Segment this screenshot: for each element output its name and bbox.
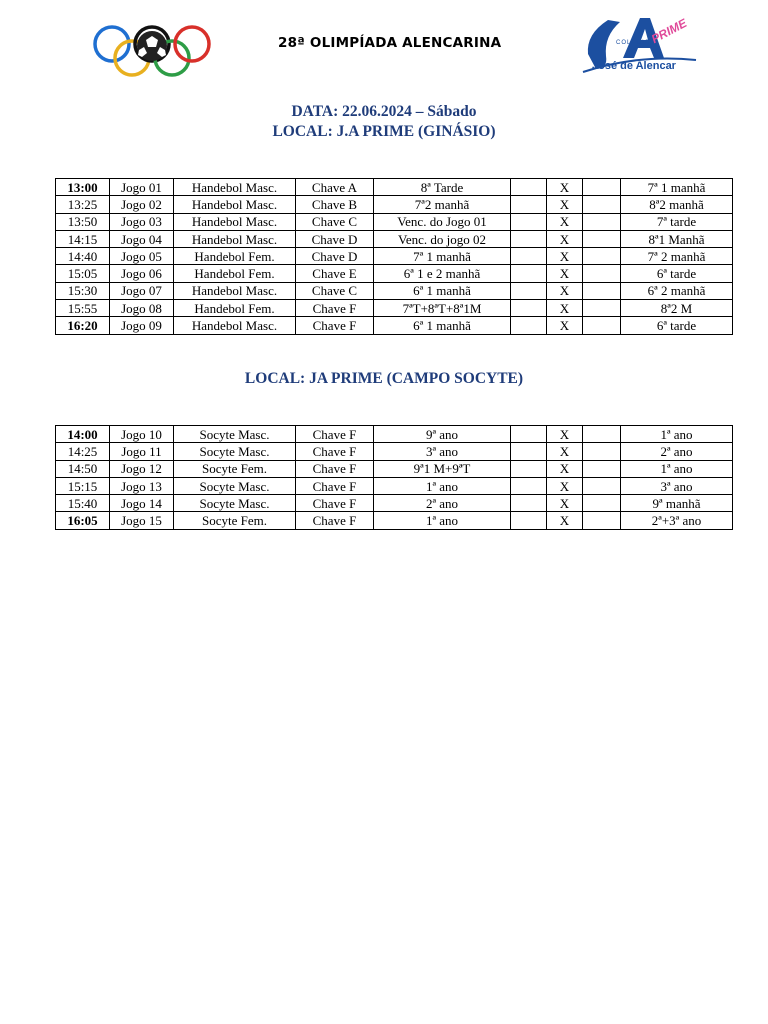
team2-cell: 8ª2 M xyxy=(621,300,733,317)
vs-cell: X xyxy=(547,443,583,460)
team1-cell: 7ªT+8ªT+8ª1M xyxy=(374,300,511,317)
sport-cell: Handebol Masc. xyxy=(174,282,296,299)
game-cell: Jogo 02 xyxy=(110,196,174,213)
team1-cell: 7ª2 manhã xyxy=(374,196,511,213)
empty-cell xyxy=(583,460,621,477)
team2-cell: 8ª1 Manhã xyxy=(621,230,733,247)
team2-cell: 1ª ano xyxy=(621,460,733,477)
team2-cell: 2ª ano xyxy=(621,443,733,460)
group-cell: Chave F xyxy=(296,460,374,477)
team2-cell: 8ª2 manhã xyxy=(621,196,733,213)
empty-cell xyxy=(583,179,621,196)
table-row xyxy=(56,300,733,317)
table-row xyxy=(56,512,733,529)
team1-cell: 6ª 1 manhã xyxy=(374,282,511,299)
table-row xyxy=(56,460,733,477)
sport-cell: Handebol Masc. xyxy=(174,213,296,230)
vs-cell: X xyxy=(547,265,583,282)
empty-cell xyxy=(511,265,547,282)
sport-cell: Handebol Fem. xyxy=(174,248,296,265)
vs-cell: X xyxy=(547,213,583,230)
game-cell: Jogo 14 xyxy=(110,495,174,512)
group-cell: Chave F xyxy=(296,300,374,317)
empty-cell xyxy=(511,300,547,317)
team1-cell: 1ª ano xyxy=(374,477,511,494)
group-cell: Chave D xyxy=(296,248,374,265)
group-cell: Chave C xyxy=(296,282,374,299)
vs-cell: X xyxy=(547,512,583,529)
empty-cell xyxy=(583,282,621,299)
vs-cell: X xyxy=(547,248,583,265)
team1-cell: 1ª ano xyxy=(374,512,511,529)
game-cell: Jogo 06 xyxy=(110,265,174,282)
team1-cell: Venc. do Jogo 01 xyxy=(374,213,511,230)
team1-cell: Venc. do jogo 02 xyxy=(374,230,511,247)
team1-cell: 7ª 1 manhã xyxy=(374,248,511,265)
empty-cell xyxy=(583,426,621,443)
game-cell: Jogo 15 xyxy=(110,512,174,529)
vs-cell: X xyxy=(547,179,583,196)
group-cell: Chave E xyxy=(296,265,374,282)
empty-cell xyxy=(583,265,621,282)
sport-cell: Handebol Fem. xyxy=(174,300,296,317)
group-cell: Chave F xyxy=(296,426,374,443)
event-title: 28ª OLIMPÍADA ALENCARINA xyxy=(278,35,502,51)
empty-cell xyxy=(583,443,621,460)
table-row xyxy=(56,282,733,299)
page-header xyxy=(0,0,768,90)
time-cell: 15:55 xyxy=(56,300,110,317)
team2-cell: 6ª tarde xyxy=(621,265,733,282)
sport-cell: Handebol Masc. xyxy=(174,179,296,196)
group-cell: Chave B xyxy=(296,196,374,213)
empty-cell xyxy=(583,230,621,247)
empty-cell xyxy=(583,248,621,265)
table-row xyxy=(56,443,733,460)
game-cell: Jogo 05 xyxy=(110,248,174,265)
table-row xyxy=(56,426,733,443)
sport-cell: Handebol Fem. xyxy=(174,265,296,282)
table-row xyxy=(56,265,733,282)
group-cell: Chave A xyxy=(296,179,374,196)
team2-cell: 3ª ano xyxy=(621,477,733,494)
vs-cell: X xyxy=(547,426,583,443)
team2-cell: 7ª 1 manhã xyxy=(621,179,733,196)
group-cell: Chave D xyxy=(296,230,374,247)
group-cell: Chave F xyxy=(296,495,374,512)
empty-cell xyxy=(511,443,547,460)
logo-prime-text: PRIME xyxy=(648,15,690,47)
team2-cell: 1ª ano xyxy=(621,426,733,443)
team2-cell: 9ª manhã xyxy=(621,495,733,512)
time-cell: 15:05 xyxy=(56,265,110,282)
sport-cell: Socyte Fem. xyxy=(174,512,296,529)
time-cell: 14:00 xyxy=(56,426,110,443)
game-cell: Jogo 11 xyxy=(110,443,174,460)
team1-cell: 2ª ano xyxy=(374,495,511,512)
team1-cell: 8ª Tarde xyxy=(374,179,511,196)
table-row xyxy=(56,230,733,247)
empty-cell xyxy=(511,477,547,494)
table-row xyxy=(56,213,733,230)
team2-cell: 6ª 2 manhã xyxy=(621,282,733,299)
empty-cell xyxy=(583,317,621,334)
time-cell: 14:25 xyxy=(56,443,110,460)
location-heading-field: LOCAL: JA PRIME (CAMPO SOCYTE) xyxy=(244,370,524,387)
time-cell: 13:00 xyxy=(56,179,110,196)
sport-cell: Handebol Masc. xyxy=(174,230,296,247)
sport-cell: Handebol Masc. xyxy=(174,317,296,334)
group-cell: Chave F xyxy=(296,443,374,460)
group-cell: Chave F xyxy=(296,512,374,529)
time-cell: 14:15 xyxy=(56,230,110,247)
empty-cell xyxy=(511,460,547,477)
time-cell: 15:30 xyxy=(56,282,110,299)
schedule-table-field xyxy=(55,425,733,530)
time-cell: 14:40 xyxy=(56,248,110,265)
empty-cell xyxy=(511,213,547,230)
time-cell: 16:05 xyxy=(56,512,110,529)
logo-small-text: COLÉGIO xyxy=(616,40,651,46)
sport-cell: Socyte Masc. xyxy=(174,443,296,460)
schedule-table-gym xyxy=(55,178,733,335)
date-heading: DATA: 22.06.2024 – Sábado xyxy=(291,103,477,120)
time-cell: 15:40 xyxy=(56,495,110,512)
game-cell: Jogo 03 xyxy=(110,213,174,230)
game-cell: Jogo 12 xyxy=(110,460,174,477)
empty-cell xyxy=(511,230,547,247)
team2-cell: 7ª tarde xyxy=(621,213,733,230)
location-heading-gym: LOCAL: J.A PRIME (GINÁSIO) xyxy=(272,123,496,140)
vs-cell: X xyxy=(547,300,583,317)
vs-cell: X xyxy=(547,460,583,477)
team1-cell: 9ª ano xyxy=(374,426,511,443)
table-row xyxy=(56,196,733,213)
empty-cell xyxy=(583,213,621,230)
table-row xyxy=(56,317,733,334)
sport-cell: Socyte Fem. xyxy=(174,460,296,477)
group-cell: Chave C xyxy=(296,213,374,230)
group-cell: Chave F xyxy=(296,477,374,494)
empty-cell xyxy=(583,495,621,512)
empty-cell xyxy=(511,282,547,299)
time-cell: 16:20 xyxy=(56,317,110,334)
table-row xyxy=(56,477,733,494)
table-row xyxy=(56,495,733,512)
game-cell: Jogo 07 xyxy=(110,282,174,299)
vs-cell: X xyxy=(547,196,583,213)
empty-cell xyxy=(511,426,547,443)
team2-cell: 2ª+3ª ano xyxy=(621,512,733,529)
team2-cell: 6ª tarde xyxy=(621,317,733,334)
olympic-rings-icon xyxy=(92,22,212,80)
soccer-ball-icon xyxy=(137,31,167,61)
time-cell: 13:25 xyxy=(56,196,110,213)
sport-cell: Socyte Masc. xyxy=(174,495,296,512)
team2-cell: 7ª 2 manhã xyxy=(621,248,733,265)
team1-cell: 6ª 1 e 2 manhã xyxy=(374,265,511,282)
empty-cell xyxy=(511,248,547,265)
time-cell: 13:50 xyxy=(56,213,110,230)
empty-cell xyxy=(583,512,621,529)
empty-cell xyxy=(511,495,547,512)
time-cell: 14:50 xyxy=(56,460,110,477)
game-cell: Jogo 09 xyxy=(110,317,174,334)
game-cell: Jogo 13 xyxy=(110,477,174,494)
empty-cell xyxy=(511,512,547,529)
table-row xyxy=(56,248,733,265)
game-cell: Jogo 10 xyxy=(110,426,174,443)
sport-cell: Handebol Masc. xyxy=(174,196,296,213)
vs-cell: X xyxy=(547,477,583,494)
vs-cell: X xyxy=(547,317,583,334)
vs-cell: X xyxy=(547,230,583,247)
empty-cell xyxy=(583,477,621,494)
sport-cell: Socyte Masc. xyxy=(174,477,296,494)
game-cell: Jogo 04 xyxy=(110,230,174,247)
empty-cell xyxy=(511,196,547,213)
game-cell: Jogo 01 xyxy=(110,179,174,196)
team1-cell: 6ª 1 manhã xyxy=(374,317,511,334)
logo-school-name: José de Alencar xyxy=(592,60,676,72)
empty-cell xyxy=(511,179,547,196)
team1-cell: 3ª ano xyxy=(374,443,511,460)
group-cell: Chave F xyxy=(296,317,374,334)
vs-cell: X xyxy=(547,282,583,299)
empty-cell xyxy=(583,196,621,213)
game-cell: Jogo 08 xyxy=(110,300,174,317)
vs-cell: X xyxy=(547,495,583,512)
table-row xyxy=(56,179,733,196)
sport-cell: Socyte Masc. xyxy=(174,426,296,443)
time-cell: 15:15 xyxy=(56,477,110,494)
empty-cell xyxy=(511,317,547,334)
empty-cell xyxy=(583,300,621,317)
team1-cell: 9ª1 M+9ªT xyxy=(374,460,511,477)
